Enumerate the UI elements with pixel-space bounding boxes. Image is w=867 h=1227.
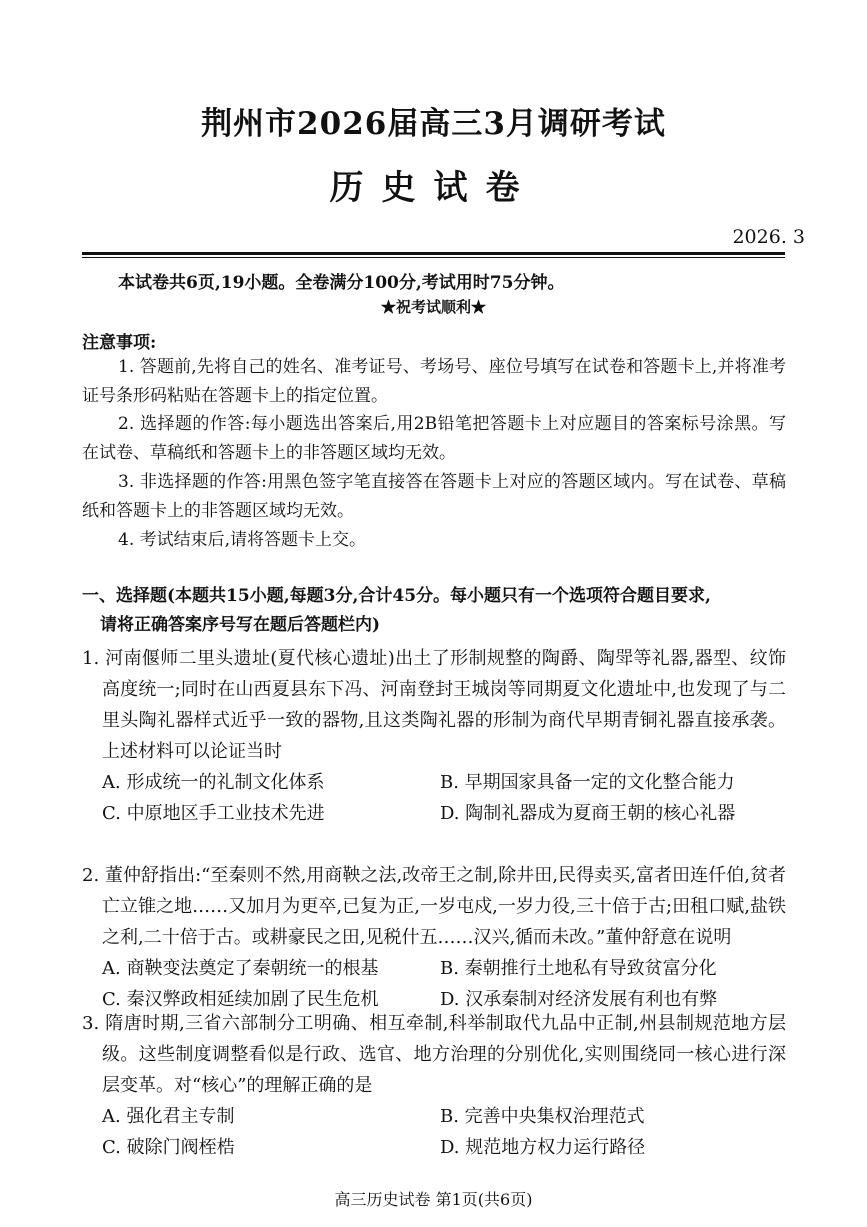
subject-title: 历史试卷 (329, 168, 538, 208)
exam-title: 荆州市2026届高三3月调研考试 (201, 106, 666, 142)
exam-date: 2026. 3 (732, 226, 805, 248)
option-a: A. 商鞅变法奠定了秦朝统一的根基 (102, 958, 379, 979)
option-b: B. 完善中央集权治理范式 (440, 1106, 645, 1127)
good-luck-line: ★祝考试顺利★ (380, 298, 486, 316)
section-heading-line2: 请将正确答案序号写在题后答题栏内) (100, 615, 381, 635)
note-item: 3. 非选择题的作答:用黑色签字笔直接答在答题卡上对应的答题区域内。写在试卷、草稿纸和答题卡上的非答题区域均无效。 (82, 472, 786, 521)
option-a: A. 强化君主专制 (102, 1106, 235, 1127)
section-heading (82, 582, 790, 640)
question-stem: 2. 董仲舒指出:“至秦则不然,用商鞅之法,改帝王之制,除井田,民得卖买,富者田连仟伯,贫者亡立锥之地……又加月为更卒,已复为正,一岁屯戍,一岁力役,三十倍于古;田租口赋,盐铁之利,二十倍于古。或耕豪民之田,见税什五……汉兴,循而未改。”董仲舒意在说明 (82, 865, 786, 948)
notes-title: 注意事项: (82, 333, 157, 353)
exam-intro: 本试卷共6页,19小题。全卷满分100分,考试用时75分钟。 (118, 273, 565, 293)
option-b: B. 秦朝推行土地私有导致贫富分化 (440, 958, 717, 979)
question-1 (82, 643, 786, 829)
options-grid (82, 767, 786, 829)
question-2 (82, 860, 786, 1015)
option-b: B. 早期国家具备一定的文化整合能力 (440, 772, 735, 793)
note-item: 1. 答题前,先将自己的姓名、准考证号、考场号、座位号填写在试卷和答题卡上,并将准考证号条形码粘贴在答题卡上的指定位置。 (82, 357, 786, 406)
options-grid (82, 1101, 786, 1163)
option-c: C. 秦汉弊政相延续加剧了民生危机 (102, 989, 379, 1010)
option-c: C. 中原地区手工业技术先进 (102, 803, 325, 824)
options-grid (82, 953, 786, 1015)
option-a: A. 形成统一的礼制文化体系 (102, 772, 325, 793)
header-rule-thick (82, 252, 785, 255)
option-c: C. 破除门阀桎梏 (102, 1137, 235, 1158)
section-heading-line1: 一、选择题(本题共15小题,每题3分,合计45分。每小题只有一个选项符合题目要求, (82, 586, 711, 606)
option-d: D. 陶制礼器成为夏商王朝的核心礼器 (440, 803, 736, 824)
question-stem: 1. 河南偃师二里头遗址(夏代核心遗址)出土了形制规整的陶爵、陶斝等礼器,器型、纹饰高度统一;同时在山西夏县东下冯、河南登封王城岗等同期夏文化遗址中,也发现了与二里头陶礼器样式近乎一致的器物,且这类陶礼器的形制为商代早期青铜礼器直接承袭。上述材料可以论证当时 (82, 648, 786, 762)
option-d: D. 规范地方权力运行路径 (440, 1137, 646, 1158)
note-item: 4. 考试结束后,请将答题卡上交。 (118, 530, 367, 550)
question-stem: 3. 隋唐时期,三省六部制分工明确、相互牵制,科举制取代九品中正制,州县制规范地方层级。这些制度调整看似是行政、选官、地方治理的分别优化,实则围绕同一核心进行深层变革。对“核心”的理解正确的是 (82, 1013, 786, 1096)
question-3 (82, 1008, 786, 1163)
header-rule-thin (82, 257, 785, 258)
option-d: D. 汉承秦制对经济发展有利也有弊 (440, 989, 718, 1010)
page-footer: 高三历史试卷 第1页(共6页) (334, 1190, 533, 1209)
note-item: 2. 选择题的作答:每小题选出答案后,用2B铅笔把答题卡上对应题目的答案标号涂黑。写在试卷、草稿纸和答题卡上的非答题区域均无效。 (82, 414, 786, 463)
